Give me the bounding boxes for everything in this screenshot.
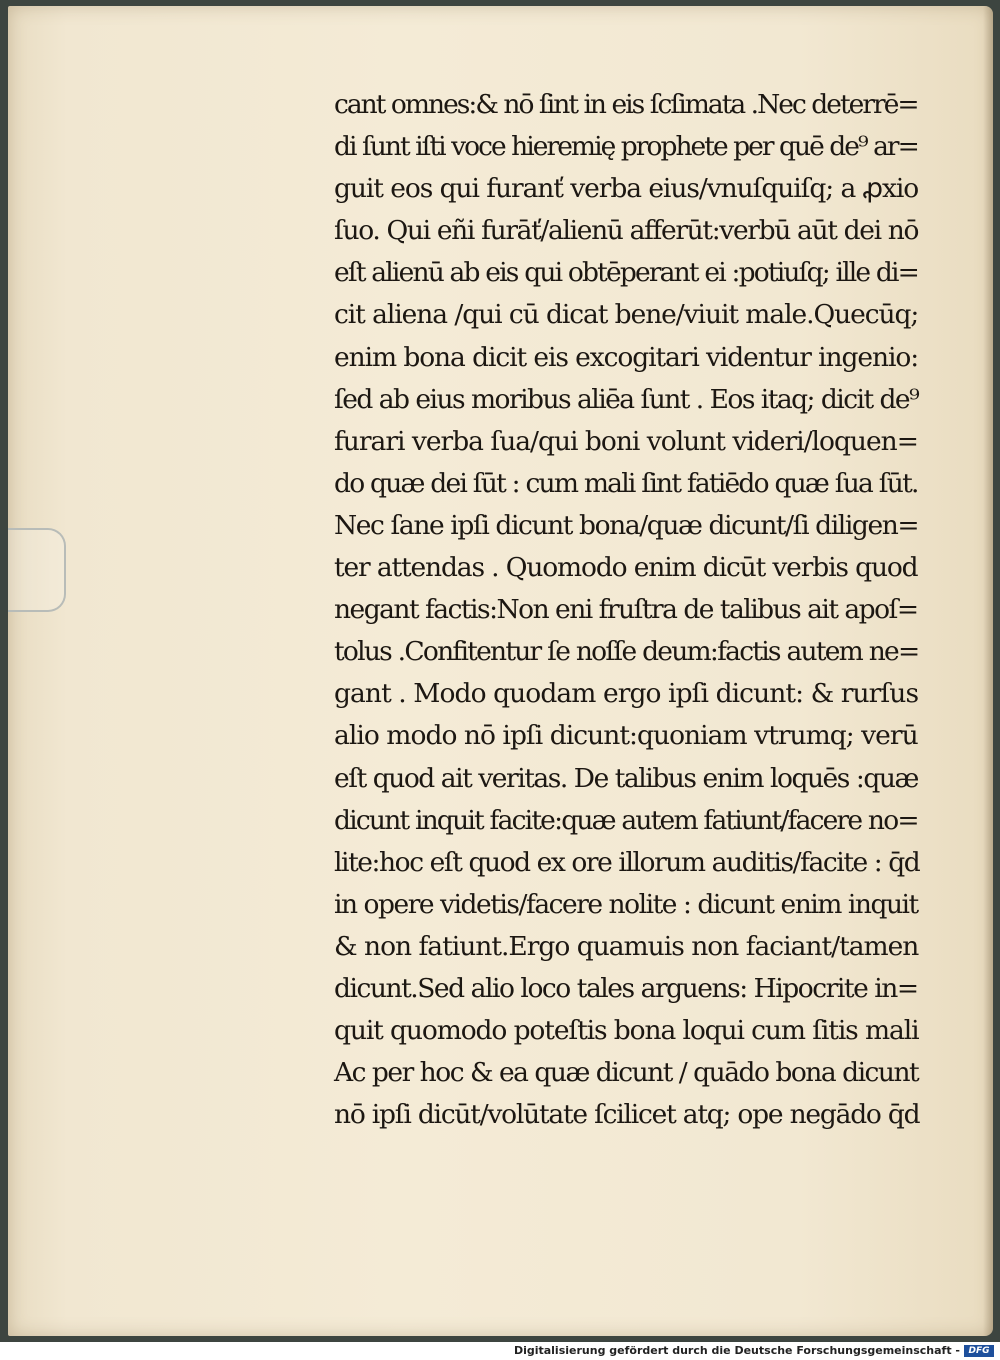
text-line: negant factis:Non eni fruſtra de talibus ait apoſ= [334, 594, 918, 626]
text-line: lite:hoc eſt quod ex ore illorum auditis/facite : q̄d [334, 846, 920, 878]
text-line: guit eos qui furanť verba eius/vnuſquiſq; a ꝓxio [334, 173, 919, 205]
text-line: eſt alienū ab eis qui obtēperant ei :potiuſq; ille di= [334, 257, 919, 289]
text-line: & non fatiunt.Ergo quamuis non faciant/tamen [334, 930, 919, 962]
text-line: ſed ab eius moribus aliēa ſunt . Eos itaq; dicit de⁹ [334, 383, 919, 415]
text-line: do quæ dei ſūt : cum mali ſint fatiēdo quæ ſua ſūt. [334, 467, 918, 499]
text-line: furari verba ſua/qui boni volunt videri/loquen= [334, 425, 918, 457]
digitization-credit: Digitalisierung gefördert durch die Deutsche Forschungsgemeinschaft - [513, 1344, 960, 1357]
page-text-block [334, 84, 918, 1136]
text-line: Nec ſane ipſi dicunt bona/quæ dicunt/ſi diligen= [334, 509, 919, 541]
book-page [8, 6, 993, 1336]
text-line: cit aliena /qui cū dicat bene/viuit male.Quecūq; [334, 299, 919, 331]
page-clip [8, 528, 66, 612]
text-line: cant omnes:& nō ſint in eis ſcſimata .Nec deterrē= [334, 89, 918, 120]
footer-bar [0, 1342, 1000, 1360]
text-line: nō ipſi dicūt/volūtate ſcilicet atq; ope negādo q̄d [334, 1099, 920, 1131]
text-line: gant . Modo quodam ergo ipſi dicunt: & rurſus [334, 678, 919, 710]
text-line: dicunt inquit facite:quæ autem fatiunt/facere no= [334, 804, 918, 836]
text-line: tolus .Confitentur ſe noſſe deum:factis autem ne= [334, 636, 919, 668]
text-line: ter attendas . Quomodo enim dicūt verbis quod [334, 552, 918, 584]
text-line: enim bona dicit eis excogitari videntur ingenio: [334, 341, 919, 373]
text-line: dicunt.Sed alio loco tales arguens: Hipocrite in= [334, 972, 918, 1004]
text-line: ſuo. Qui eñi furāť/alienū afferūt:verbū aūt dei nō [334, 215, 919, 247]
text-line: Ac per hoc & ea quæ dicunt / quādo bona dicunt [334, 1057, 919, 1089]
text-line: alio modo nō ipſi dicunt:quoniam vtrumq; verū [334, 720, 918, 752]
text-line: quit quomodo poteſtis bona loqui cum ſitis mali [334, 1015, 919, 1047]
text-line: in opere videtis/facere nolite : dicunt enim inquit [334, 888, 918, 920]
text-line: di ſunt iſti voce hieremię prophete per quē de⁹ ar= [334, 131, 918, 163]
dfg-logo: DFG [964, 1345, 994, 1357]
text-line: eſt quod ait veritas. De talibus enim loquēs :quæ [334, 762, 918, 794]
